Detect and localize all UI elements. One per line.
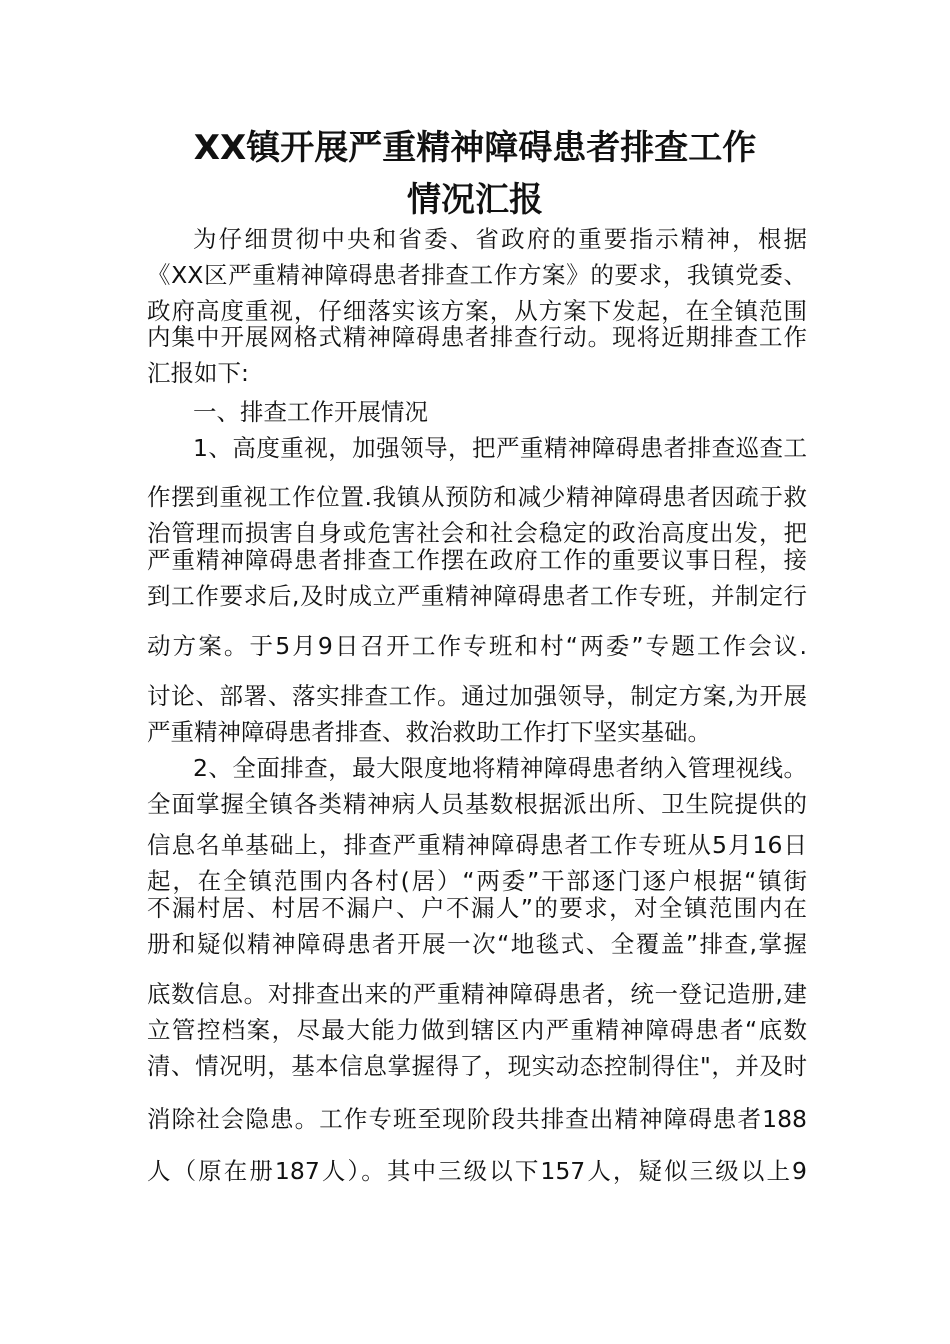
body-line: 治管理而损害自身或危害社会和社会稳定的政治高度出发，把 <box>147 519 807 547</box>
body-line: 严重精神障碍患者排查、救治救助工作打下坚实基础。 <box>147 718 711 746</box>
body-line: 起，在全镇范围内各村(居）“两委”干部逐门逐户根据“镇街 <box>147 867 807 895</box>
body-line: 2、全面排查，最大限度地将精神障碍患者纳入管理视线。 <box>193 754 807 782</box>
body-line: 《XX区严重精神障碍患者排查工作方案》的要求，我镇党委、 <box>147 261 807 289</box>
body-line: 不漏村居、村居不漏户、户不漏人”的要求，对全镇范围内在 <box>147 894 807 922</box>
section-heading: 一、排查工作开展情况 <box>193 398 428 426</box>
body-line: 人（原在册187人）。其中三级以下157人，疑似三级以上9 <box>147 1157 807 1185</box>
body-line: 讨论、部署、落实排查工作。通过加强领导，制定方案,为开展 <box>147 682 807 710</box>
body-line: 动方案。于5月9日召开工作专班和村“两委”专题工作会议. <box>147 632 807 660</box>
body-line: 立管控档案，尽最大能力做到辖区内严重精神障碍患者“底数 <box>147 1016 807 1044</box>
body-line: 政府高度重视，仔细落实该方案，从方案下发起，在全镇范围 <box>147 297 807 325</box>
body-line: 全面掌握全镇各类精神病人员基数根据派出所、卫生院提供的 <box>147 790 807 818</box>
body-line: 册和疑似精神障碍患者开展一次“地毯式、全覆盖”排查,掌握 <box>147 930 807 958</box>
body-line: 清、情况明，基本信息掌握得了，现实动态控制得住"，并及时 <box>147 1052 807 1080</box>
body-line: 内集中开展网格式精神障碍患者排查行动。现将近期排查工作 <box>147 323 807 351</box>
body-line: 消除社会隐患。工作专班至现阶段共排查出精神障碍患者188 <box>147 1105 807 1133</box>
body-line: 信息名单基础上，排查严重精神障碍患者工作专班从5月16日 <box>147 831 807 859</box>
body-line: 汇报如下: <box>147 359 249 387</box>
document-title-line-2: 情况汇报 <box>407 180 543 220</box>
body-line: 严重精神障碍患者排查工作摆在政府工作的重要议事日程，接 <box>147 546 807 574</box>
body-line: 到工作要求后,及时成立严重精神障碍患者工作专班，并制定行 <box>147 582 807 610</box>
body-line: 底数信息。对排查出来的严重精神障碍患者，统一登记造册,建 <box>147 980 807 1008</box>
body-line: 1、高度重视，加强领导，把严重精神障碍患者排查巡查工 <box>193 434 807 462</box>
body-line: 作摆到重视工作位置.我镇从预防和减少精神障碍患者因疏于救 <box>147 483 807 511</box>
body-line: 为仔细贯彻中央和省委、省政府的重要指示精神，根据 <box>193 225 807 253</box>
document-title-line-1: XX镇开展严重精神障碍患者排查工作 <box>193 128 757 168</box>
